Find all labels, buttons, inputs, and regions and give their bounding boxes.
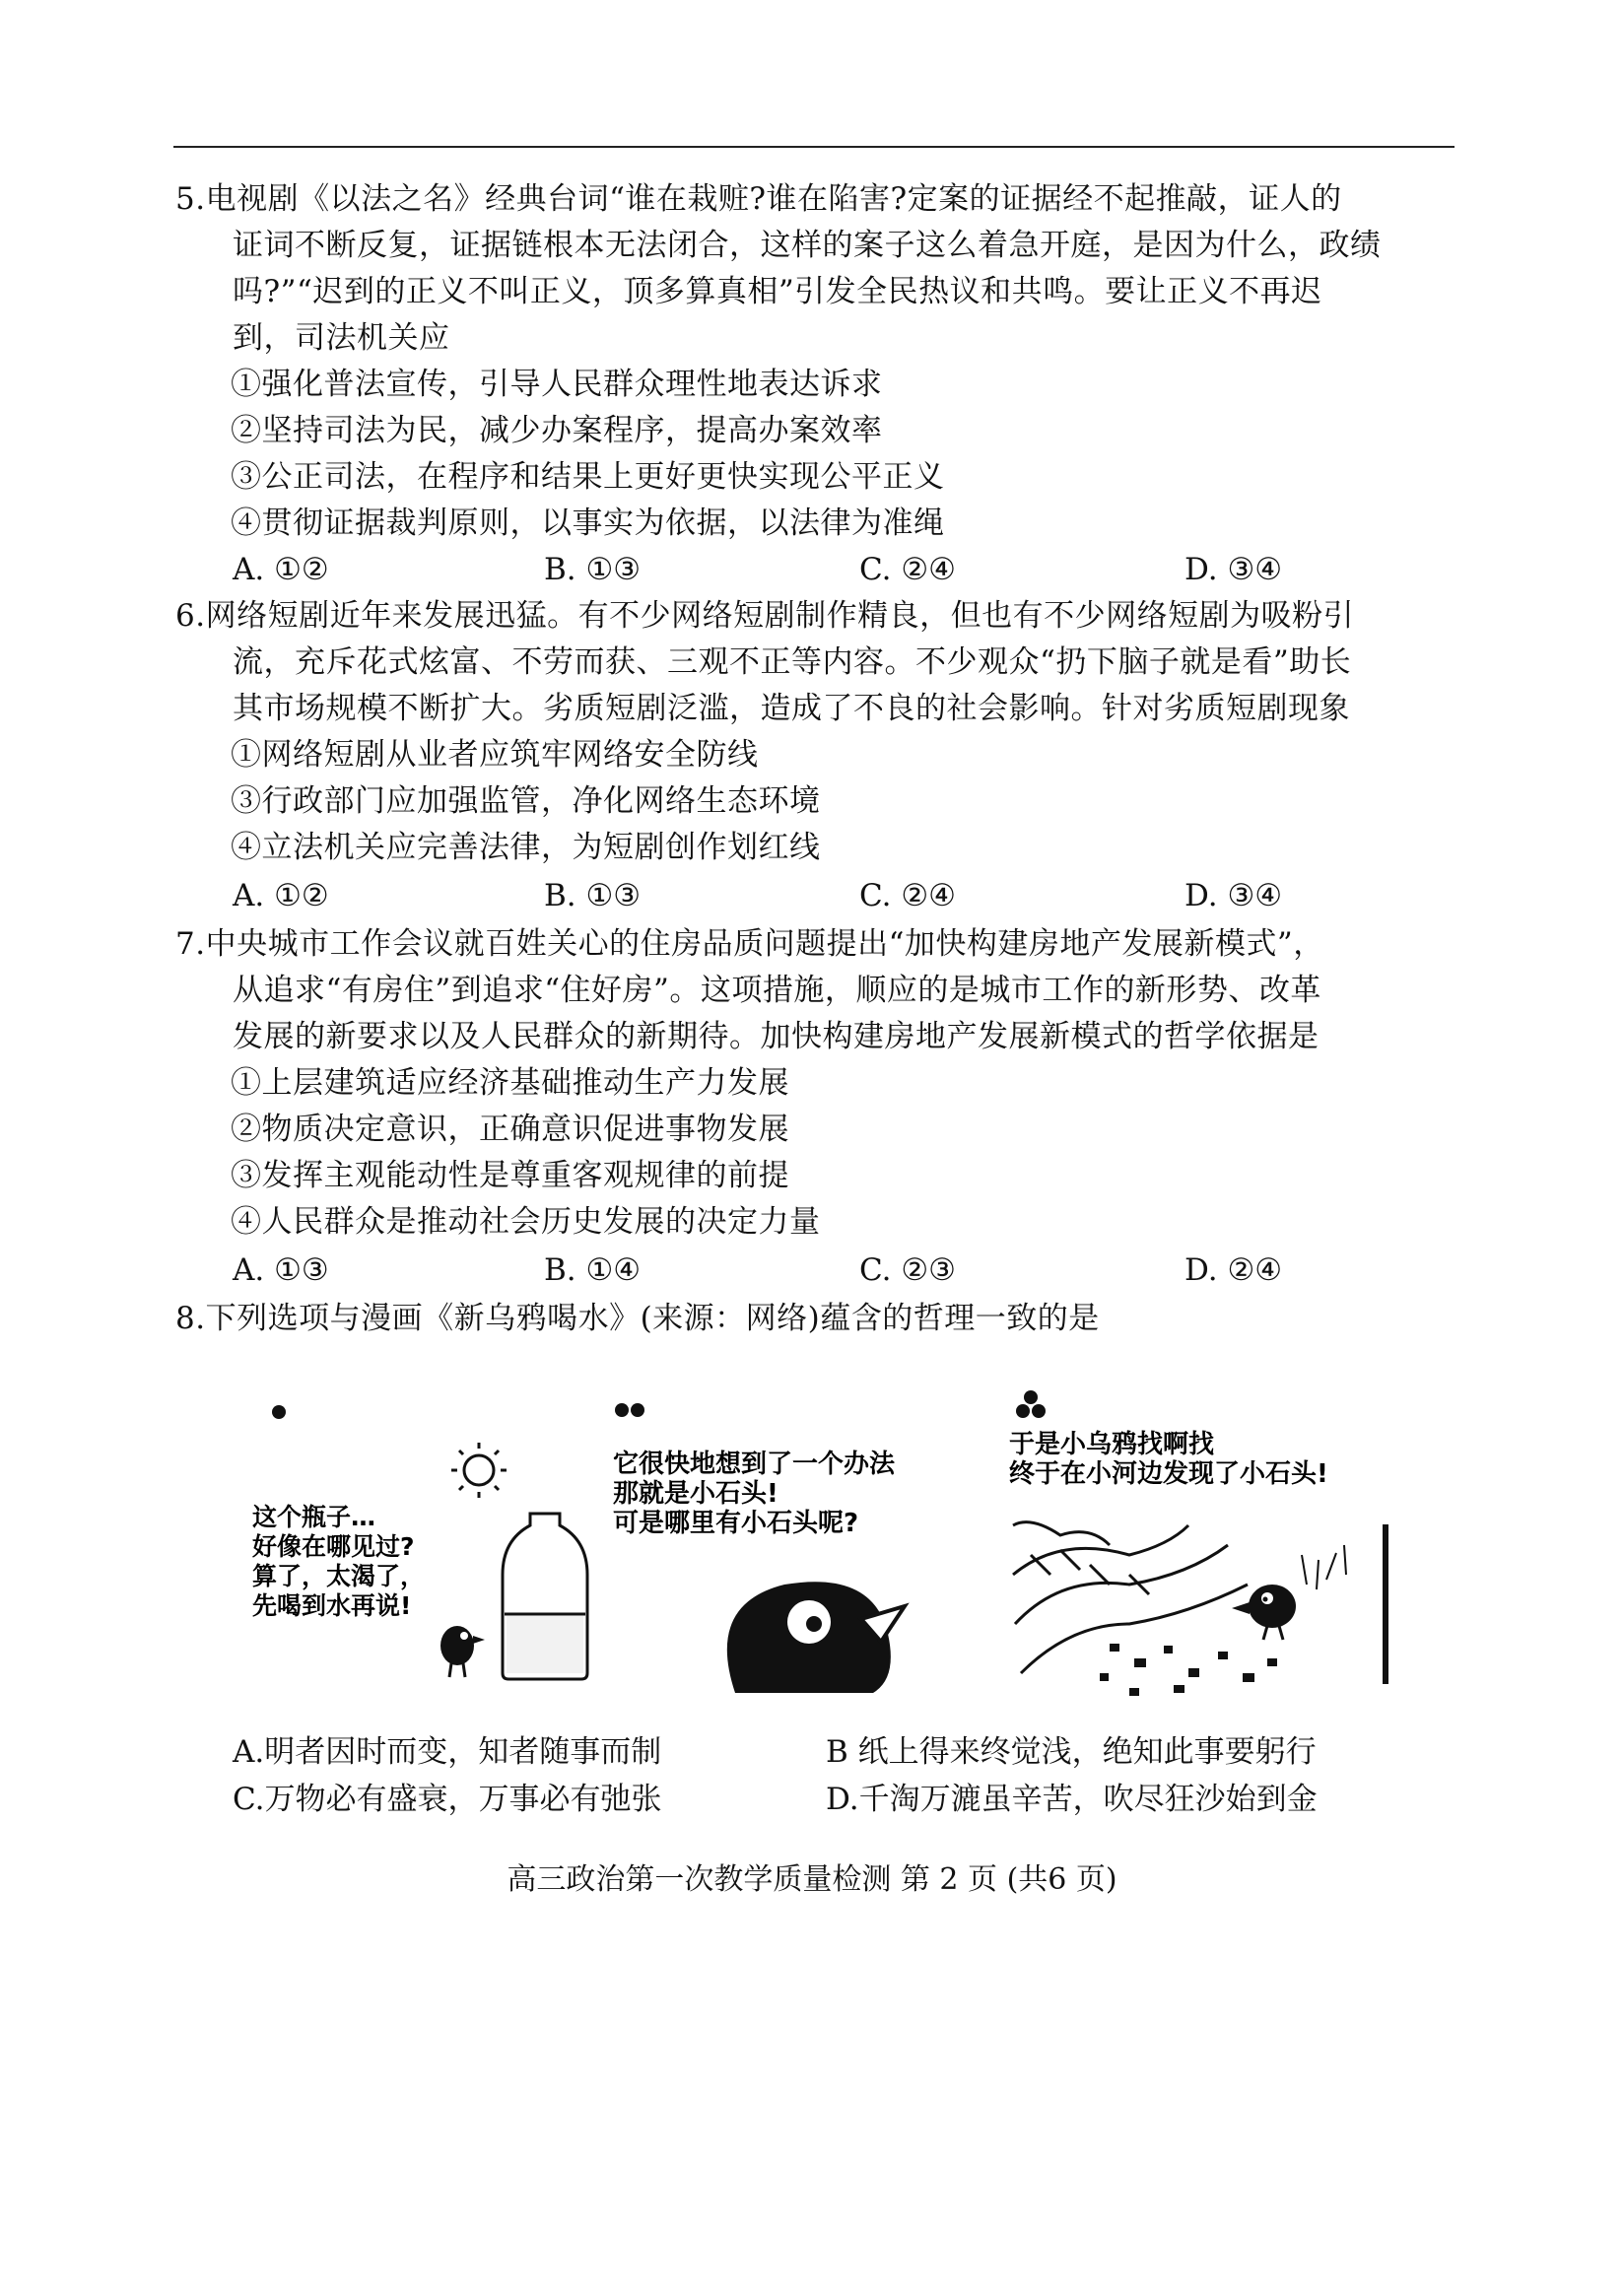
option-c: C. ②④ bbox=[859, 878, 956, 913]
comic-text: 好像在哪见过? bbox=[252, 1532, 415, 1561]
panel-number-dot bbox=[272, 1405, 286, 1419]
question-stem-line: 8.下列选项与漫画《新乌鸦喝水》(来源：网络)蕴含的哲理一致的是 bbox=[175, 1301, 1100, 1336]
sun-icon bbox=[451, 1443, 507, 1498]
question-stem-line: 流，充斥花式炫富、不劳而获、三观不正等内容。不少观众“扔下脑子就是看”助长 bbox=[233, 644, 1352, 680]
comic-text: 那就是小石头! bbox=[613, 1479, 778, 1509]
pebbles-icon bbox=[1100, 1644, 1277, 1696]
panel-number-dot bbox=[1016, 1404, 1030, 1418]
statement: ④人民群众是推动社会历史发展的决定力量 bbox=[231, 1204, 821, 1240]
question-stem-line: 从追求“有房住”到追求“住好房”。这项措施，顺应的是城市工作的新形势、改革 bbox=[233, 973, 1321, 1008]
option-d: D. ②④ bbox=[1184, 1252, 1283, 1288]
question-stem-line: 吗?”“迟到的正义不叫正义，顶多算真相”引发全民热议和共鸣。要让正义不再迟 bbox=[233, 274, 1322, 309]
comic-text: 它很快地想到了一个办法 bbox=[613, 1450, 896, 1479]
option-c: C. ②④ bbox=[859, 552, 956, 587]
option-b: B. ①④ bbox=[544, 1252, 642, 1288]
question-stem-line: 发展的新要求以及人民群众的新期待。加快构建房地产发展新模式的哲学依据是 bbox=[233, 1019, 1320, 1054]
question-stem-line: 其市场规模不断扩大。劣质短剧泛滥，造成了不良的社会影响。针对劣质短剧现象 bbox=[233, 691, 1350, 726]
bottle-icon bbox=[503, 1514, 587, 1679]
panel-number-dot bbox=[1032, 1404, 1046, 1418]
header-rule bbox=[173, 146, 1455, 148]
comic-text: 终于在小河边发现了小石头! bbox=[1009, 1459, 1328, 1489]
option-a: A.明者因时而变，知者随事而制 bbox=[233, 1734, 662, 1770]
statement: ②坚持司法为民，减少办案程序，提高办案效率 bbox=[231, 413, 883, 448]
comic-panel-2 bbox=[613, 1403, 905, 1693]
statement: ①上层建筑适应经济基础推动生产力发展 bbox=[231, 1065, 789, 1101]
option-a: A. ①② bbox=[233, 552, 329, 587]
statement: ①强化普法宣传，引导人民群众理性地表达诉求 bbox=[231, 367, 883, 402]
statement: ①网络短剧从业者应筑牢网络安全防线 bbox=[231, 737, 759, 773]
option-d: D. ③④ bbox=[1184, 878, 1283, 913]
crow-thinking-icon bbox=[727, 1582, 905, 1693]
comic-text: 先喝到水再说! bbox=[252, 1591, 412, 1620]
question-stem-line: 6.网络短剧近年来发展迅猛。有不少网络短剧制作精良，但也有不少网络短剧为吸粉引 bbox=[175, 598, 1355, 634]
page-footer: 高三政治第一次教学质量检测 第 2 页 (共6 页) bbox=[507, 1862, 1117, 1897]
option-d: D. ③④ bbox=[1184, 552, 1283, 587]
option-b: B 纸上得来终觉浅，绝知此事要躬行 bbox=[826, 1734, 1317, 1770]
option-b: B. ①③ bbox=[544, 878, 642, 913]
question-stem-line: 到，司法机关应 bbox=[233, 320, 450, 356]
option-c: C.万物必有盛衰，万事必有弛张 bbox=[233, 1782, 662, 1817]
panel-number-dot bbox=[1024, 1390, 1038, 1404]
statement: ④立法机关应完善法律，为短剧创作划红线 bbox=[231, 830, 821, 865]
option-b: B. ①③ bbox=[544, 552, 642, 587]
crow-icon bbox=[1232, 1585, 1296, 1640]
comic-text: 于是小乌鸦找啊找 bbox=[1009, 1430, 1215, 1459]
river-bank-icon bbox=[1013, 1522, 1248, 1673]
question-stem-line: 7.中央城市工作会议就百姓关心的住房品质问题提出“加快构建房地产发展新模式”， bbox=[175, 926, 1324, 962]
comic-panel-1 bbox=[252, 1405, 587, 1679]
reeds-icon bbox=[1302, 1525, 1387, 1683]
statement: ③发挥主观能动性是尊重客观规律的前提 bbox=[231, 1158, 789, 1193]
comic-text: 可是哪里有小石头呢? bbox=[613, 1509, 859, 1538]
question-stem-line: 证词不断反复，证据链根本无法闭合，这样的案子这么着急开庭，是因为什么，政绩 bbox=[233, 228, 1382, 263]
statement: ②物质决定意识，正确意识促进事物发展 bbox=[231, 1112, 789, 1147]
option-a: A. ①② bbox=[233, 878, 329, 913]
option-c: C. ②③ bbox=[859, 1252, 956, 1288]
comic-new-crow-drinks-water bbox=[242, 1378, 1395, 1705]
comic-text: 这个瓶子… bbox=[252, 1503, 376, 1531]
crow-icon bbox=[440, 1626, 485, 1677]
option-a: A. ①③ bbox=[233, 1252, 329, 1288]
comic-text: 算了，太渴了， bbox=[252, 1562, 426, 1590]
statement: ③公正司法，在程序和结果上更好更快实现公平正义 bbox=[231, 459, 945, 495]
panel-number-dot bbox=[631, 1403, 644, 1417]
statement: ④贯彻证据裁判原则，以事实为依据，以法律为准绳 bbox=[231, 506, 945, 541]
question-stem-line: 5.电视剧《以法之名》经典台词“谁在栽赃?谁在陷害?定案的证据经不起推敲，证人的 bbox=[175, 181, 1342, 217]
panel-number-dot bbox=[615, 1403, 629, 1417]
statement: ③行政部门应加强监管，净化网络生态环境 bbox=[231, 783, 821, 819]
option-d: D.千淘万漉虽辛苦，吹尽狂沙始到金 bbox=[826, 1782, 1318, 1817]
comic-panel-3 bbox=[1009, 1390, 1387, 1696]
